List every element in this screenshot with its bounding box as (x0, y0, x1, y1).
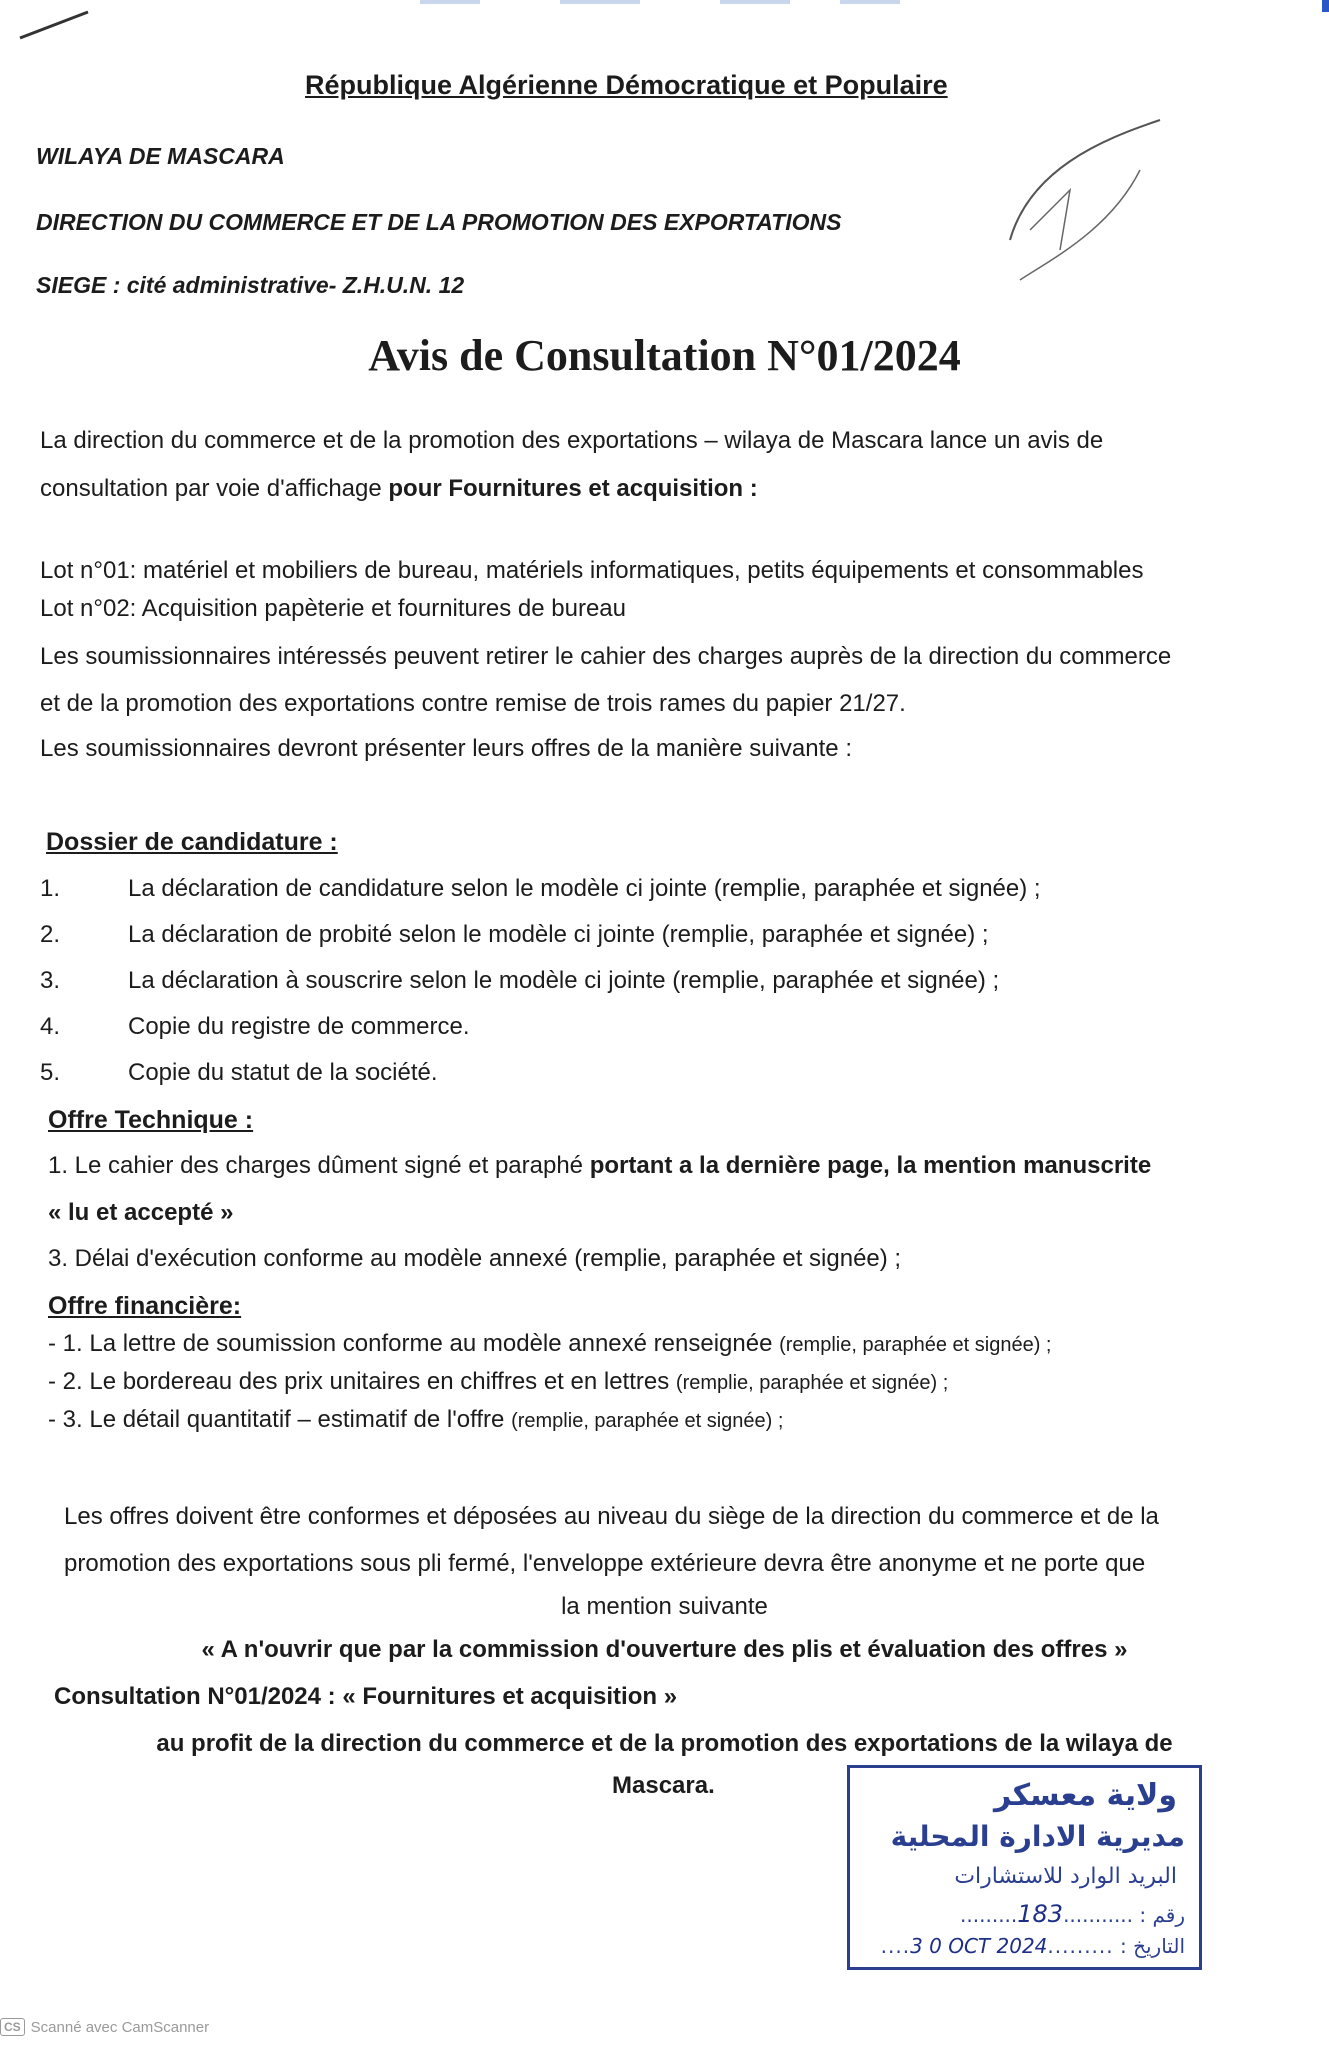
dossier-item (40, 1059, 438, 1087)
technique-item-3: 3. Délai d'exécution conforme au modèle annexé (remplie, paraphée et signée) ; (48, 1245, 902, 1272)
financiere-item-note: (remplie, paraphée et signée) ; (779, 1334, 1052, 1356)
scanner-footer-text: Scanné avec CamScanner (30, 2018, 210, 2036)
financiere-item-text: - 3. Le détail quantitatif – estimatif de l'offre (48, 1406, 512, 1433)
item-text: La déclaration de probité selon le modèle ci jointe (remplie, paraphée et signée) ; (128, 921, 989, 948)
item-text: Copie du registre de commerce. (128, 1013, 470, 1040)
siege-heading: SIEGE : cité administrative- Z.H.U.N. 12 (36, 272, 465, 298)
financiere-item-note: (remplie, paraphée et signée) ; (675, 1372, 949, 1394)
item-text: La déclaration de candidature selon le modèle ci jointe (remplie, paraphée et signée) ; (128, 875, 1041, 902)
item-number: 5. (40, 1059, 61, 1086)
stamp-date-value: 3 0 OCT 2024 (910, 1934, 1048, 1958)
item-number: 4. (40, 1013, 61, 1040)
retrait-line-2: et de la promotion des exportations contre remise de trois rames du papier 21/27. (40, 690, 906, 717)
depot-line-1: Les offres doivent être conformes et déposées au niveau du siège de la direction du commerce et de la (64, 1503, 1159, 1530)
retrait-line-1: Les soumissionnaires intéressés peuvent retirer le cahier des charges auprès de la direction du commerce (40, 643, 1172, 670)
lot-2: Lot n°02: Acquisition papèterie et fournitures de bureau (40, 595, 626, 622)
profit-line-2: Mascara. (612, 1772, 715, 1799)
dossier-item (40, 967, 999, 995)
dossier-item (40, 875, 1041, 903)
consultation-line: Consultation N°01/2024 : « Fournitures et acquisition » (54, 1683, 678, 1710)
lot-1: Lot n°01: matériel et mobiliers de bureau, matériels informatiques, petits équipements et consommables (40, 557, 1144, 584)
handwritten-paraph-mark (990, 110, 1190, 310)
stamp-number-label: رقم : (1139, 1903, 1185, 1927)
stamp-number-value: 183 (1017, 1900, 1064, 1928)
camscanner-icon: CS (0, 2018, 25, 2036)
profit-line-1: au profit de la direction du commerce et de la promotion des exportations de la wilaya de (156, 1730, 1173, 1757)
financiere-heading: Offre financière: (48, 1292, 242, 1320)
item-text: La déclaration à souscrire selon le modèle ci jointe (remplie, paraphée et signée) ; (128, 967, 1000, 994)
financiere-item-text: - 1. La lettre de soumission conforme au modèle annexé renseignée (48, 1330, 780, 1357)
technique-heading: Offre Technique : (48, 1106, 254, 1134)
financiere-item-text: - 2. Le bordereau des prix unitaires en chiffres et en lettres (48, 1368, 676, 1395)
technique-item-1-text: 1. Le cahier des charges dûment signé et paraphé (48, 1152, 590, 1179)
presentation-line: Les soumissionnaires devront présenter leurs offres de la manière suivante : (40, 735, 852, 762)
direction-heading: DIRECTION DU COMMERCE ET DE LA PROMOTION DES EXPORTATIONS (36, 209, 842, 235)
scanner-footer (0, 2018, 209, 2036)
technique-item-1 (48, 1152, 1151, 1180)
wilaya-heading: WILAYA DE MASCARA (36, 143, 285, 169)
technique-item-1-bold: portant a la dernière page, la mention manuscrite (589, 1152, 1152, 1179)
stamp-service: البريد الوارد للاستشارات (954, 1864, 1177, 1889)
financiere-item (48, 1330, 1051, 1358)
item-number: 3. (40, 967, 61, 994)
document-title: Avis de Consultation N°01/2024 (368, 331, 961, 380)
item-number: 2. (40, 921, 61, 948)
depot-line-2: promotion des exportations sous pli fermé, l'enveloppe extérieure devra être anonyme et ne porte que (64, 1550, 1146, 1577)
republic-heading: République Algérienne Démocratique et Populaire (305, 70, 948, 100)
intro-line-2 (40, 475, 758, 503)
stamp-direction: مديرية الادارة المحلية (890, 1820, 1185, 1853)
intro-line-1: La direction du commerce et de la promotion des exportations – wilaya de Mascara lance un avis de (40, 427, 1104, 454)
stamp-number-row: .........183........... رقم : (960, 1900, 1185, 1928)
reception-stamp (847, 1765, 1202, 1970)
stamp-wilaya: ولاية معسكر (993, 1778, 1177, 1813)
financiere-item (48, 1406, 783, 1434)
item-text: Copie du statut de la société. (128, 1059, 438, 1086)
stamp-date-label: التاريخ : (1119, 1934, 1185, 1958)
financiere-item (48, 1368, 948, 1396)
scan-artifact-marks (0, 0, 1329, 60)
mention-line: « A n'ouvrir que par la commission d'ouverture des plis et évaluation des offres » (201, 1636, 1128, 1663)
intro-line-2-text: consultation par voie d'affichage (40, 475, 389, 502)
technique-item-1-mention: « lu et accepté » (48, 1199, 234, 1226)
financiere-item-note: (remplie, paraphée et signée) ; (511, 1410, 784, 1432)
dossier-item (40, 1013, 469, 1041)
dossier-item (40, 921, 989, 949)
item-number: 1. (40, 875, 61, 902)
dossier-heading: Dossier de candidature : (46, 828, 338, 856)
intro-line-2-bold: pour Fournitures et acquisition : (388, 475, 758, 502)
depot-line-3: la mention suivante (561, 1593, 768, 1620)
stamp-date-row: ....3 0 OCT 2024......... التاريخ : (880, 1934, 1185, 1958)
